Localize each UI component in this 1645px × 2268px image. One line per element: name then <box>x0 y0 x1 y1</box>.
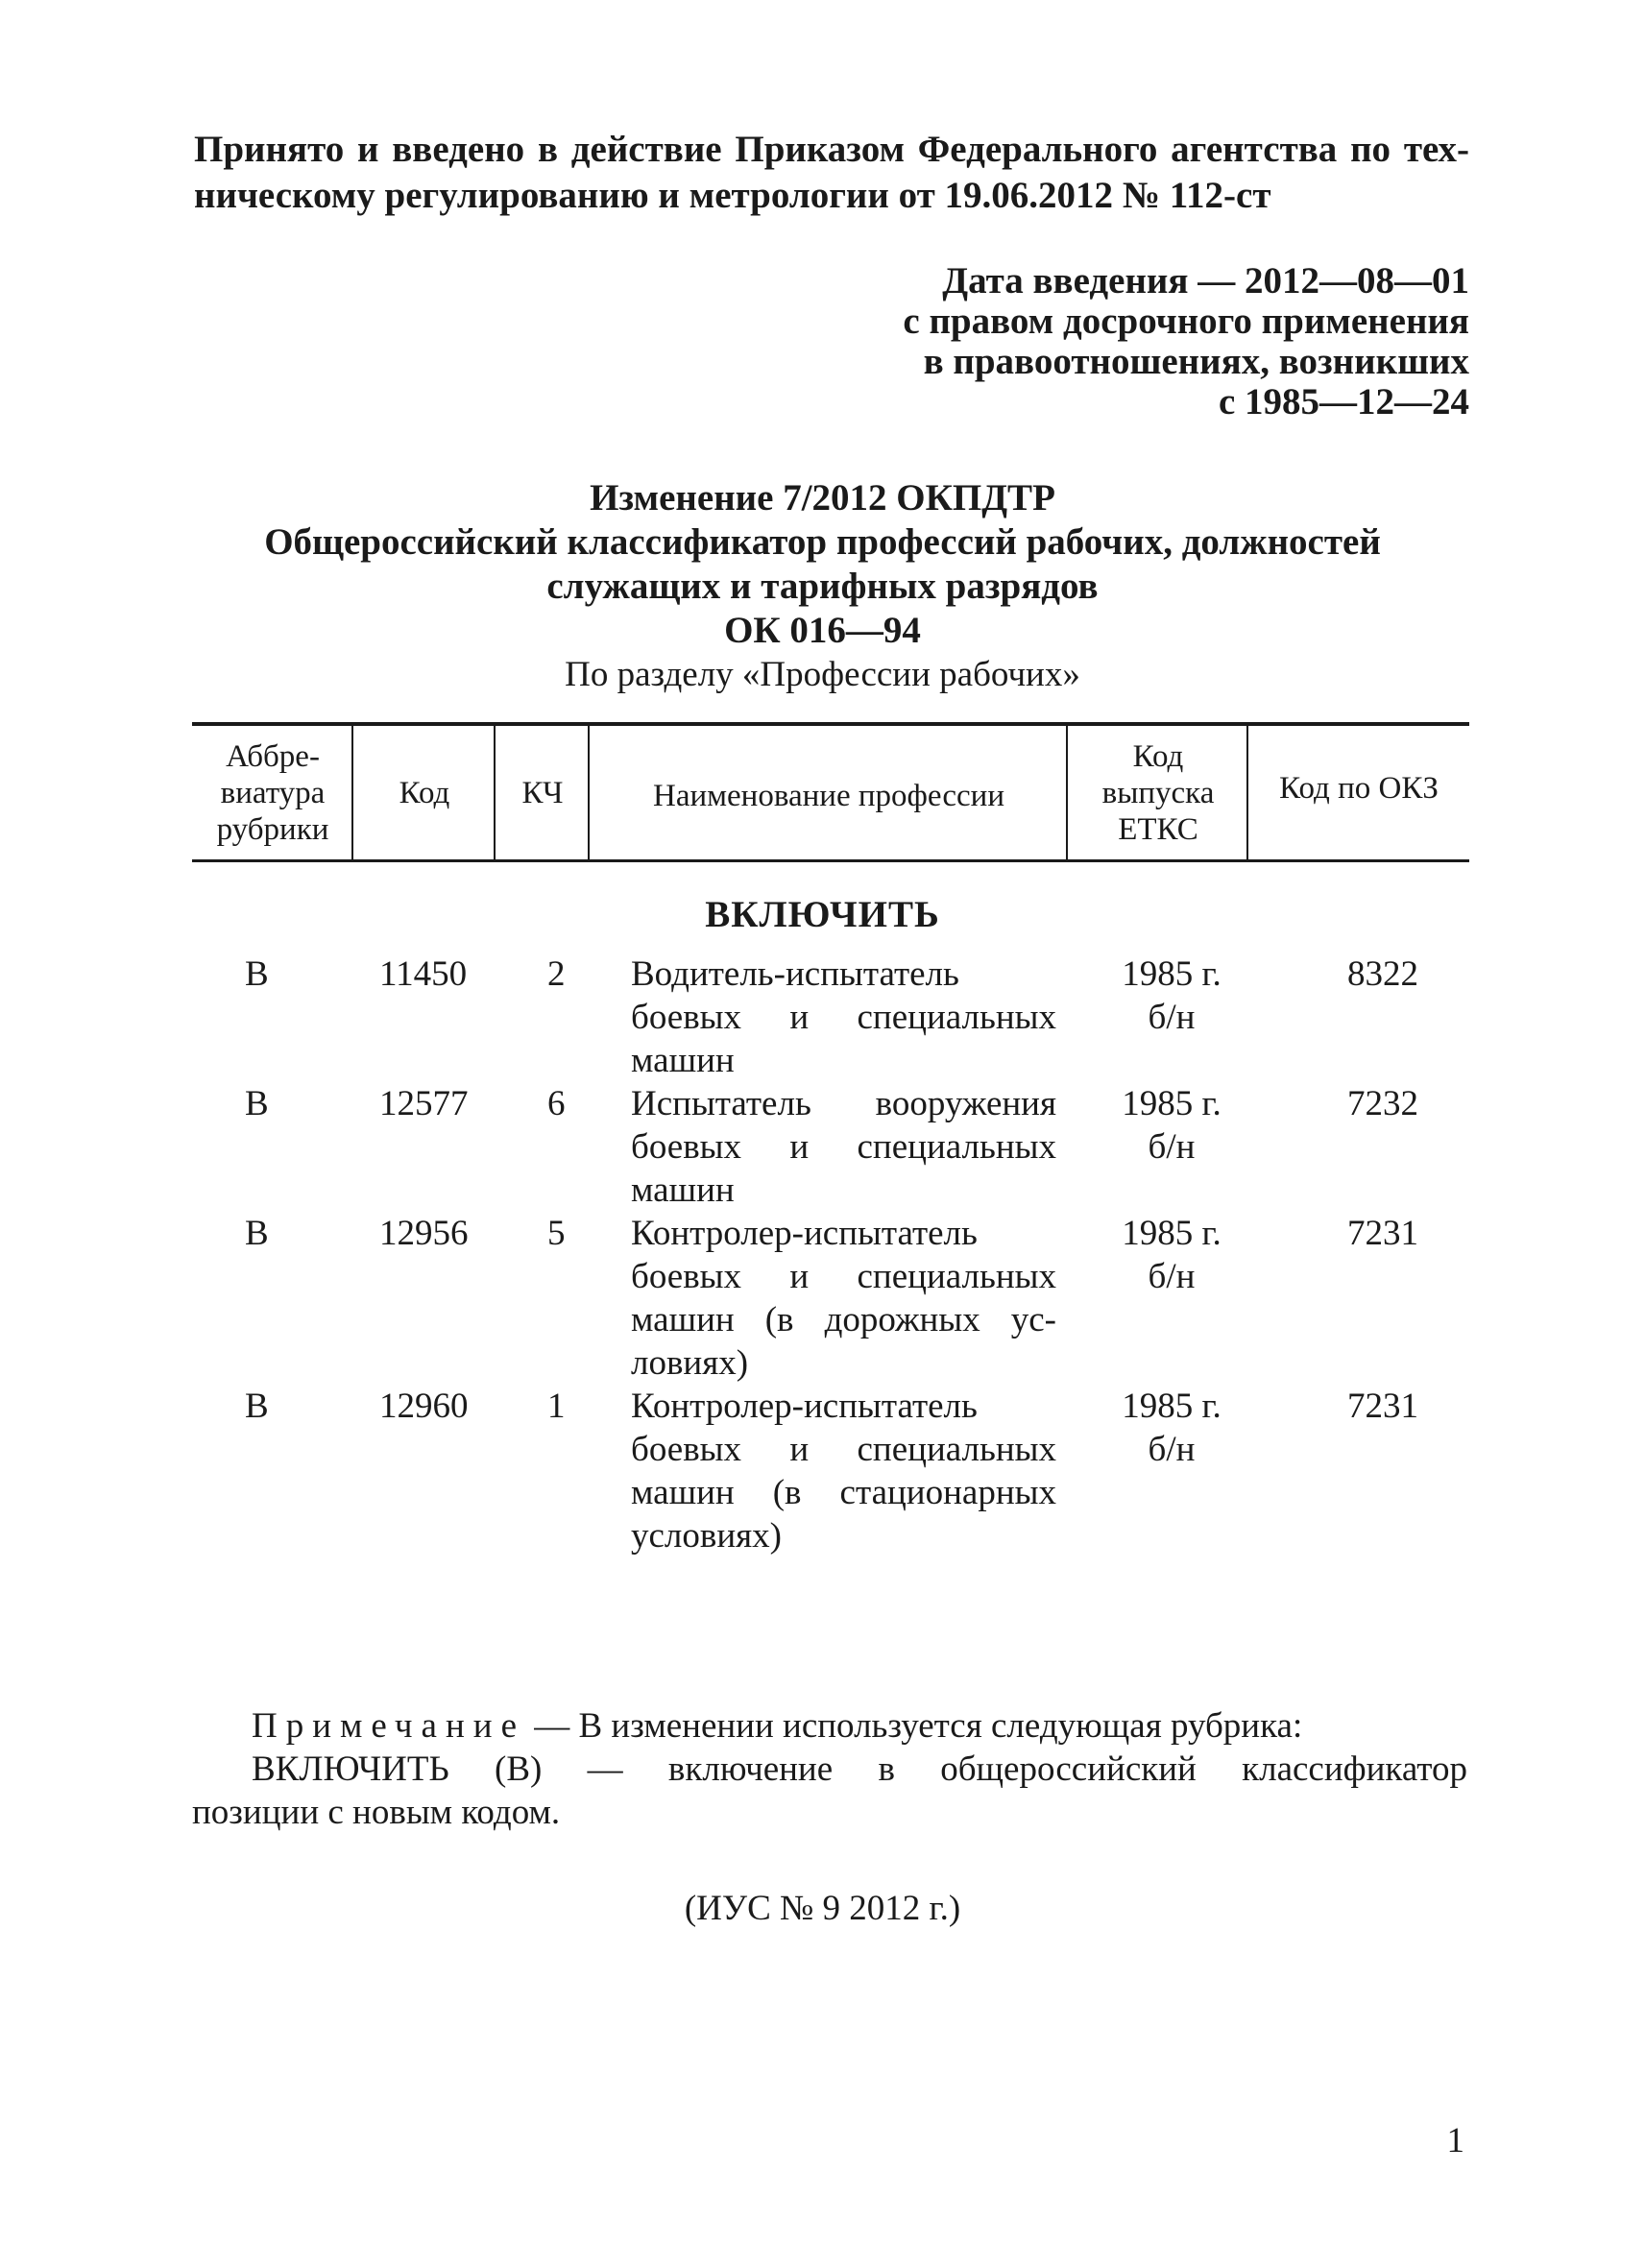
row-code: 11450 <box>379 954 468 994</box>
classifier-name-line-2: служащих и тарифных разрядов <box>546 566 1099 607</box>
row-kch: 1 <box>547 1387 566 1426</box>
row-kch: 2 <box>547 954 566 994</box>
approval-line-1: Принято и введено в действие Приказом Федерального агентства по тех- <box>194 129 1469 170</box>
amendment-title: Изменение 7/2012 ОКПДТР <box>590 477 1055 519</box>
row-profession-name: Испытатель вооружения боевых и специальных машин <box>631 1084 1056 1210</box>
source-reference: (ИУС № 9 2012 г.) <box>684 1889 961 1928</box>
row-profession-name: Контролер-испытатель боевых и специальных машин (в дорожных ус- ловиях) <box>631 1214 1056 1383</box>
header-abbr: Аббре- виатура рубрики <box>216 738 329 847</box>
row-etks: 1985 г. б/н <box>1122 1214 1222 1296</box>
row-abbr: В <box>245 954 269 994</box>
note-line-3: позиции с новым кодом. <box>192 1793 561 1832</box>
approval-statement <box>194 127 1469 219</box>
note-label: Примечание <box>252 1706 525 1746</box>
header-okz-code: Код по ОКЗ <box>1279 770 1439 806</box>
row-okz: 8322 <box>1347 954 1418 994</box>
effective-date: Дата введения — 2012—08—01 <box>942 260 1469 302</box>
document-title <box>0 476 1645 697</box>
header-profession-name: Наименование профессии <box>653 778 1004 813</box>
early-application-line-1: с правом досрочного применения <box>903 301 1469 342</box>
section-subtitle: По разделу «Профессии рабочих» <box>565 655 1080 694</box>
row-etks: 1985 г. б/н <box>1122 1084 1222 1167</box>
row-profession-name: Водитель-испытатель боевых и специальных машин <box>631 954 1056 1080</box>
table-header <box>192 722 1469 862</box>
row-code: 12577 <box>379 1084 469 1123</box>
header-code: Код <box>399 775 450 810</box>
row-kch: 5 <box>547 1214 566 1253</box>
row-okz: 7231 <box>1347 1387 1418 1426</box>
row-abbr: В <box>245 1214 269 1253</box>
effective-date-block <box>903 261 1469 422</box>
note-line-1: Примечание — В изменении используется следующая рубрика: <box>252 1706 1303 1746</box>
row-profession-name: Контролер-испытатель боевых и специальных машин (в стационарных условиях) <box>631 1387 1056 1556</box>
classifier-name-line-1: Общероссийский классификатор профессий рабочих, должностей <box>264 521 1381 563</box>
classifier-code: ОК 016—94 <box>724 610 921 651</box>
note-line-2: ВКЛЮЧИТЬ (В) — включение в общероссийский классификатор <box>252 1749 1467 1789</box>
row-abbr: В <box>245 1084 269 1123</box>
row-okz: 7231 <box>1347 1214 1418 1253</box>
row-etks: 1985 г. б/н <box>1122 1387 1222 1469</box>
row-etks: 1985 г. б/н <box>1122 954 1222 1037</box>
note <box>192 1704 1467 1834</box>
row-kch: 6 <box>547 1084 566 1123</box>
row-code: 12960 <box>379 1387 469 1426</box>
early-application-date: с 1985—12—24 <box>1218 381 1469 422</box>
row-abbr: В <box>245 1387 269 1426</box>
page-number: 1 <box>1446 2121 1464 2160</box>
header-etks-code: Код выпуска ЕТКС <box>1101 738 1215 847</box>
include-section-heading: ВКЛЮЧИТЬ <box>705 894 940 935</box>
header-kch: КЧ <box>521 775 564 810</box>
row-code: 12956 <box>379 1214 469 1253</box>
approval-line-2: ническому регулированию и метрологии от 19.06.2012 № 112-ст <box>194 175 1271 216</box>
early-application-line-2: в правоотношениях, возникших <box>923 341 1469 382</box>
row-okz: 7232 <box>1347 1084 1418 1123</box>
